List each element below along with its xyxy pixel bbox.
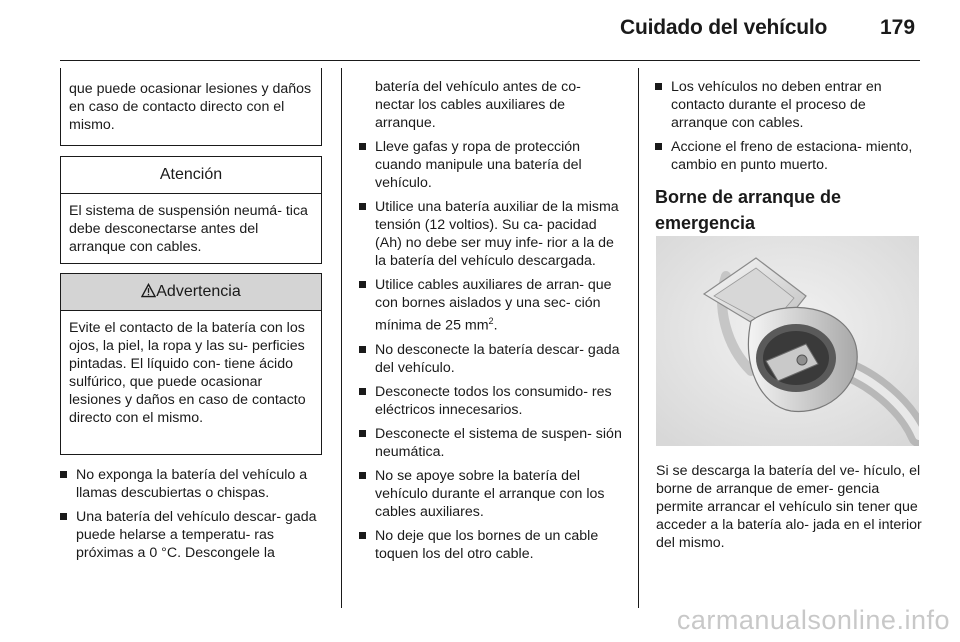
bullet-square-icon: [359, 203, 366, 210]
warning-triangle-icon: [141, 283, 156, 298]
warning-box: [60, 273, 322, 455]
page-number: 179: [880, 16, 916, 39]
middle-intro-text: batería del vehículo antes de co- nectar los cables auxiliares de arranque.: [375, 79, 581, 131]
continued-warning-text: que puede ocasionar lesiones y daños en caso de contacto directo con el mismo.: [69, 81, 312, 133]
bullet-square-icon: [655, 143, 662, 150]
column-divider-right: [638, 68, 639, 608]
bullet-square-icon: [359, 430, 366, 437]
list-item: Desconecte todos los consumido- res eléctricos innecesarios.: [359, 383, 623, 419]
bullet-square-icon: [60, 513, 67, 520]
bullet-square-icon: [359, 281, 366, 288]
list-item: No deje que los bornes de un cable toquen los del otro cable.: [359, 527, 623, 563]
continued-warning-box: [60, 68, 322, 146]
warning-header: [61, 274, 321, 311]
list-item: Lleve gafas y ropa de protección cuando manipule una batería del vehículo.: [359, 138, 623, 192]
list-item: Accione el freno de estaciona- miento, cambio en punto muerto.: [655, 138, 921, 174]
bullet-square-icon: [359, 346, 366, 353]
attention-text: El sistema de suspensión neumá- tica debe desconectarse antes del arranque con cables.: [69, 203, 308, 255]
list-item: No se apoye sobre la batería del vehículo durante el arranque con los cables auxiliares.: [359, 467, 623, 521]
attention-box: [60, 156, 322, 264]
emergency-terminal-photo: [656, 236, 919, 446]
warning-text: Evite el contacto de la batería con los ojos, la piel, la ropa y las su- perficies pintadas. El líquido con- tiene ácido sulfúrico, que puede ocasionar lesiones y daños en caso de contacto directo con el mismo.: [69, 320, 306, 426]
list-item: Una batería del vehículo descar- gada puede helarse a temperatu- ras próximas a 0 °C. Descongele la: [60, 508, 324, 562]
section-paragraph: Si se descarga la batería del ve- hículo, el borne de arranque de emer- gencia permite arrancar el vehículo sin tener que acceder a la batería alo- jada en el interior del mismo.: [656, 463, 922, 551]
attention-title: Atención: [61, 157, 321, 194]
list-item: No exponga la batería del vehículo a llamas descubiertas o chispas.: [60, 466, 324, 502]
jump-start-terminal-illustration: [656, 236, 919, 446]
watermark: carmanualsonline.info: [676, 605, 950, 635]
header-rule: [60, 60, 920, 61]
list-item: Desconecte el sistema de suspen- sión neumática.: [359, 425, 623, 461]
page-header-title: Cuidado del vehículo: [620, 16, 828, 39]
list-item: Utilice una batería auxiliar de la misma tensión (12 voltios). Su ca- pacidad (Ah) no debe ser muy infe- rior a la de la batería del vehículo descargada.: [359, 198, 623, 270]
bullet-square-icon: [60, 471, 67, 478]
middle-bullet-list: [359, 138, 623, 563]
left-bullet-list: [60, 466, 324, 562]
section-heading: Borne de arranque de emergencia: [655, 187, 842, 233]
list-item: Utilice cables auxiliares de arran- que con bornes aislados y una sec- ción mínima de 25 $mm^2$.: [359, 276, 623, 335]
right-bullet-list: [655, 78, 921, 174]
bullet-square-icon: [359, 388, 366, 395]
list-item: No desconecte la batería descar- gada del vehículo.: [359, 341, 623, 377]
bullet-square-icon: [655, 83, 662, 90]
bullet-square-icon: [359, 472, 366, 479]
warning-title: Advertencia: [156, 283, 241, 300]
bullet-square-icon: [359, 532, 366, 539]
bullet-square-icon: [359, 143, 366, 150]
column-divider-left: [341, 68, 342, 608]
list-item: Los vehículos no deben entrar en contacto durante el proceso de arranque con cables.: [655, 78, 921, 132]
